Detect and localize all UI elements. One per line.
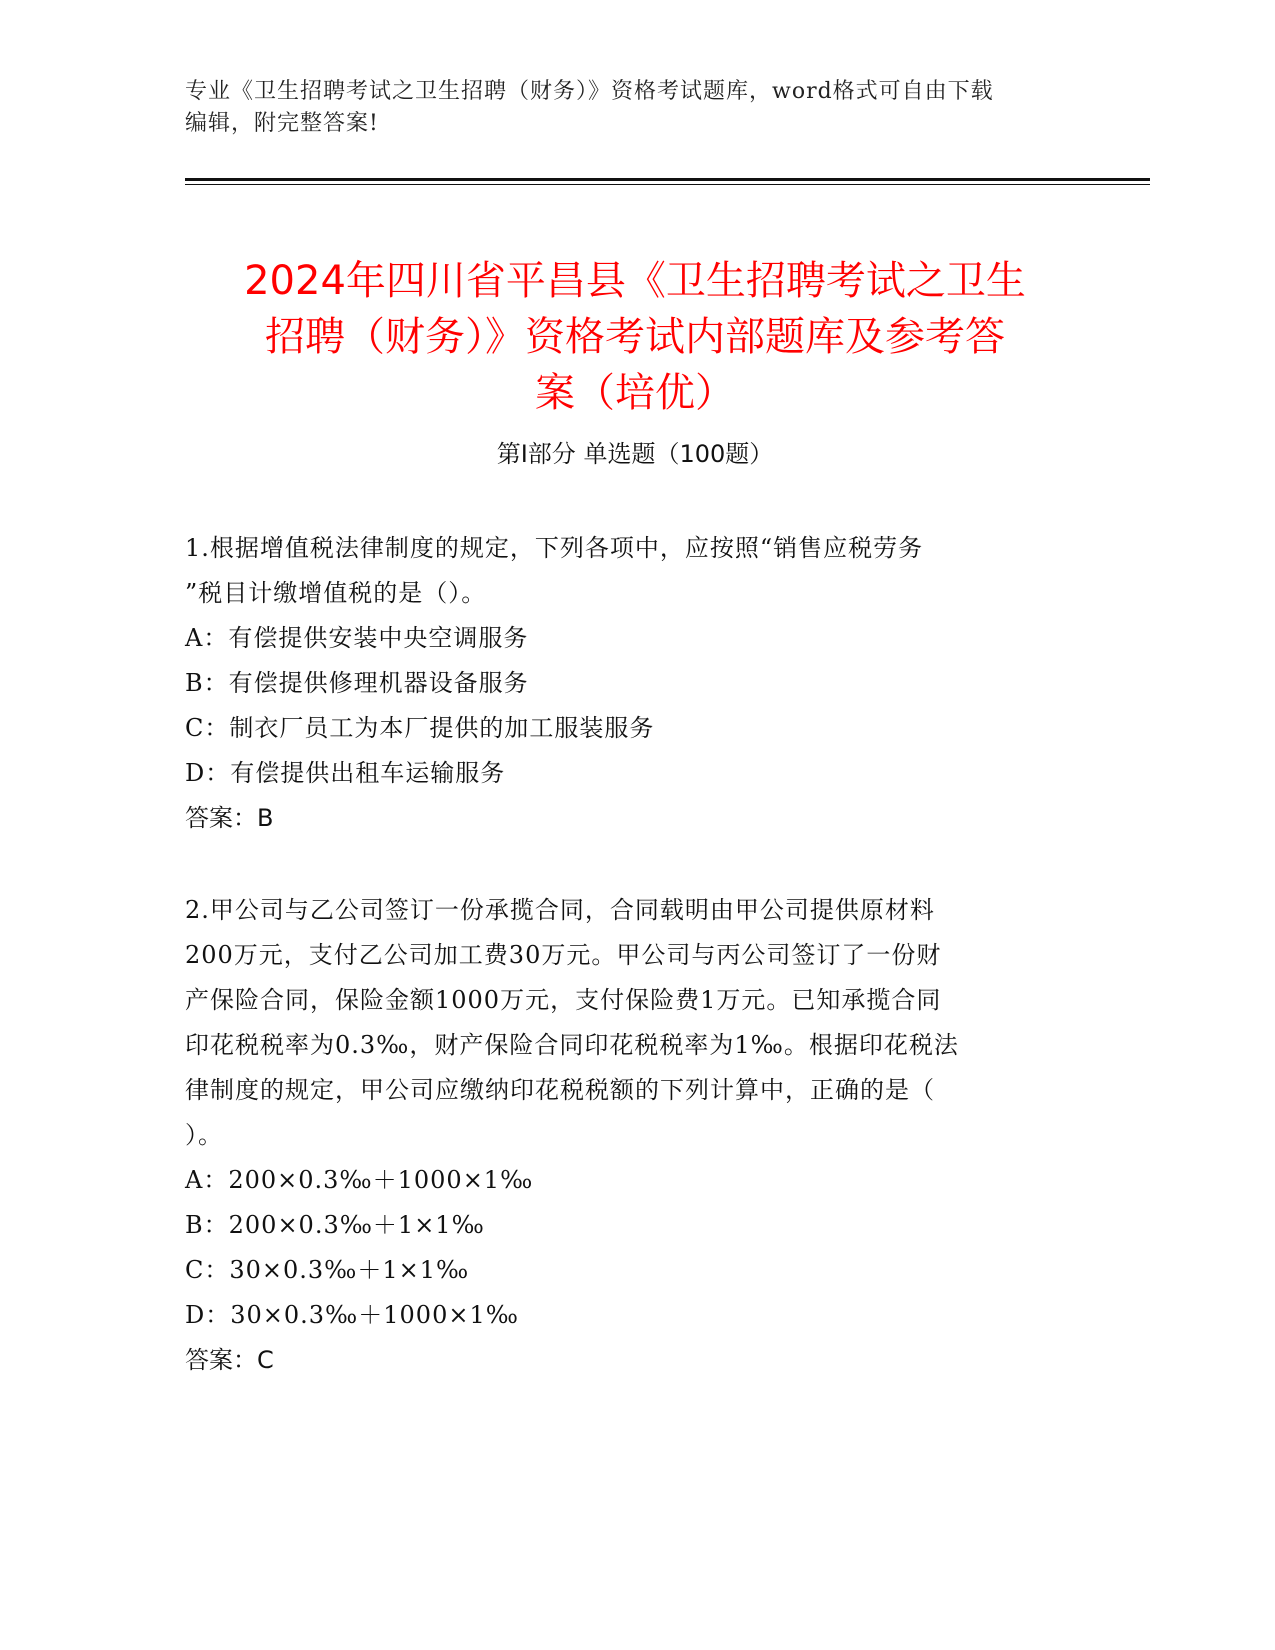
question-1-stem-line-1: 1.根据增值税法律制度的规定，下列各项中，应按照“销售应税劳务 — [185, 534, 924, 562]
question-2-answer: 答案：C — [185, 1346, 274, 1374]
title-line-3: 案（培优） — [535, 369, 735, 416]
header-line-2: 编辑，附完整答案! — [185, 111, 379, 136]
section-title: 第I部分 单选题（100题） — [496, 440, 774, 468]
question-1-answer: 答案：B — [185, 804, 274, 832]
header-divider-thick — [185, 178, 1150, 181]
header-divider-thin — [185, 184, 1150, 185]
question-2-stem-line-5: 律制度的规定，甲公司应缴纳印花税税额的下列计算中，正确的是（ — [185, 1076, 935, 1104]
question-2-option-d: D：30×0.3‰＋1000×1‰ — [185, 1301, 519, 1329]
question-1-option-b: B：有偿提供修理机器设备服务 — [185, 669, 529, 697]
document-title — [185, 253, 1085, 421]
question-1-option-d: D：有偿提供出租车运输服务 — [185, 759, 506, 787]
question-1-option-c: C：制衣厂员工为本厂提供的加工服装服务 — [185, 714, 655, 742]
question-2-option-a: A：200×0.3‰＋1000×1‰ — [185, 1166, 534, 1194]
question-2-stem-line-6: ）。 — [185, 1121, 223, 1149]
question-2-option-b: B：200×0.3‰＋1×1‰ — [185, 1211, 485, 1239]
question-2-stem-line-1: 2.甲公司与乙公司签订一份承揽合同，合同载明由甲公司提供原材料 — [185, 896, 935, 924]
header-line-1: 专业《卫生招聘考试之卫生招聘（财务）》资格考试题库，word格式可自由下载 — [185, 79, 994, 104]
title-line-2: 招聘（财务）》资格考试内部题库及参考答 — [265, 313, 1005, 360]
question-2-option-c: C：30×0.3‰＋1×1‰ — [185, 1256, 470, 1284]
question-2-stem-line-2: 200万元，支付乙公司加工费30万元。甲公司与丙公司签订了一份财 — [185, 941, 942, 969]
question-2-stem-line-3: 产保险合同，保险金额1000万元，支付保险费1万元。已知承揽合同 — [185, 986, 942, 1014]
question-2-stem-line-4: 印花税税率为0.3‰，财产保险合同印花税税率为1‰。根据印花税法 — [185, 1031, 959, 1059]
document-header — [185, 76, 1085, 140]
question-1 — [185, 526, 1070, 841]
title-line-1: 2024年四川省平昌县《卫生招聘考试之卫生 — [244, 257, 1026, 304]
question-1-stem-line-2: ”税目计缴增值税的是（）。 — [185, 579, 487, 607]
question-1-option-a: A：有偿提供安装中央空调服务 — [185, 624, 529, 652]
question-2 — [185, 888, 1070, 1383]
